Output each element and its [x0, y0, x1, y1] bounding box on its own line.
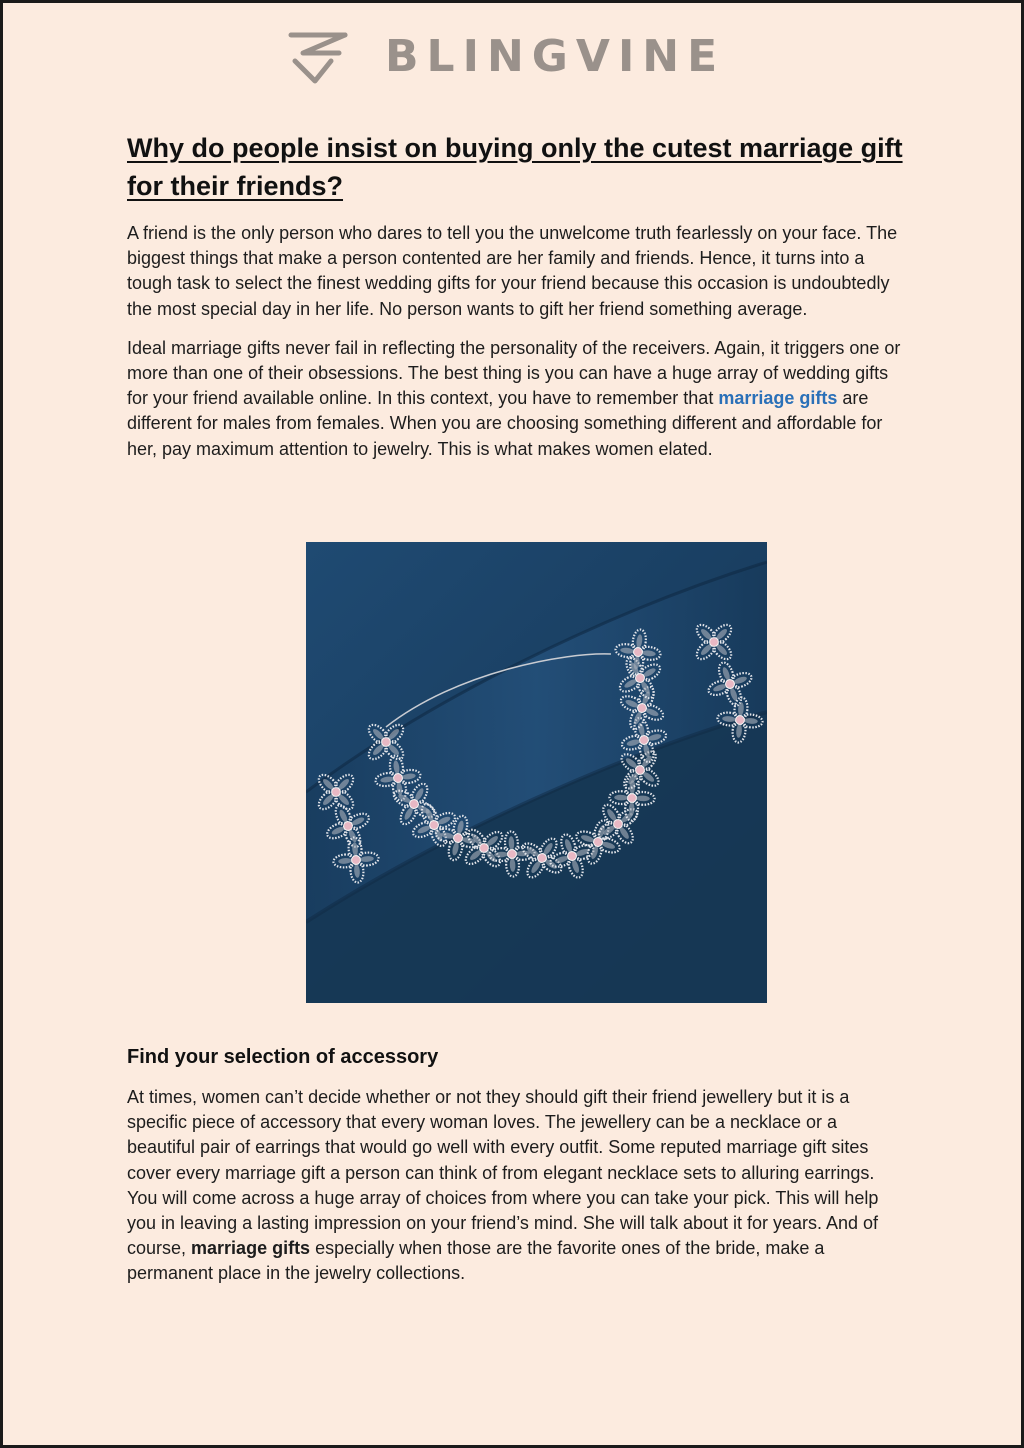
paragraph-gifts: [127, 336, 907, 462]
brand-name: BLINGVINE: [385, 31, 726, 82]
section-heading: Find your selection of accessory: [127, 1046, 439, 1068]
paragraph-accessory-text-1: At times, women can’t decide whether or not they should gift their friend jewellery but it is a specific piece of accessory that every woman loves. The jewellery can be a necklace or a beautiful pair of earrings that would go well with every outfit. Some reputed marriage gift sites cover every marriage gift a person can think of from elegant necklace sets to alluring earrings. You will come across a huge array of choices from where you can take your pick. This will help you in leaving a lasting impression on your friend’s mind. She will talk about it for years. And of course,: [127, 1087, 879, 1259]
paragraph-intro: A friend is the only person who dares to tell you the unwelcome truth fearlessly on your face. The biggest things that make a person contented are her family and friends. Hence, it turns into a tough task to select the finest wedding gifts for your friend because this occasion is undoubtedly the most special day in her life. No person wants to gift her friend something average.: [127, 223, 898, 319]
blingvine-mark-icon: [285, 27, 359, 87]
paragraph-accessory-text-2: especially when those are the favorite ones of the bride, make a permanent place in the jewelry collections.: [127, 1238, 825, 1284]
marriage-gifts-link[interactable]: marriage gifts: [718, 388, 838, 409]
necklace-earrings-photo: [306, 542, 767, 1003]
brand-logo[interactable]: [285, 27, 725, 87]
article-body: [127, 129, 907, 462]
paragraph-accessory: [127, 1085, 907, 1287]
marriage-gifts-emphasis: marriage gifts: [191, 1238, 311, 1259]
paragraph-gifts-text-2: are different for males from females. When you are choosing something different and affordable for her, pay maximum attention to jewelry. This is what makes women elated.: [127, 388, 883, 459]
accessory-section: [127, 1043, 907, 1287]
article-title: Why do people insist on buying only the cutest marriage gift for their friends?: [127, 133, 903, 201]
paragraph-gifts-text-1: Ideal marriage gifts never fail in reflecting the personality of the receivers. Again, it triggers one or more than one of their obsessions. The best thing is you can have a huge array of wedding gifts for your friend available online. In this context, you have to remember that: [127, 337, 901, 409]
